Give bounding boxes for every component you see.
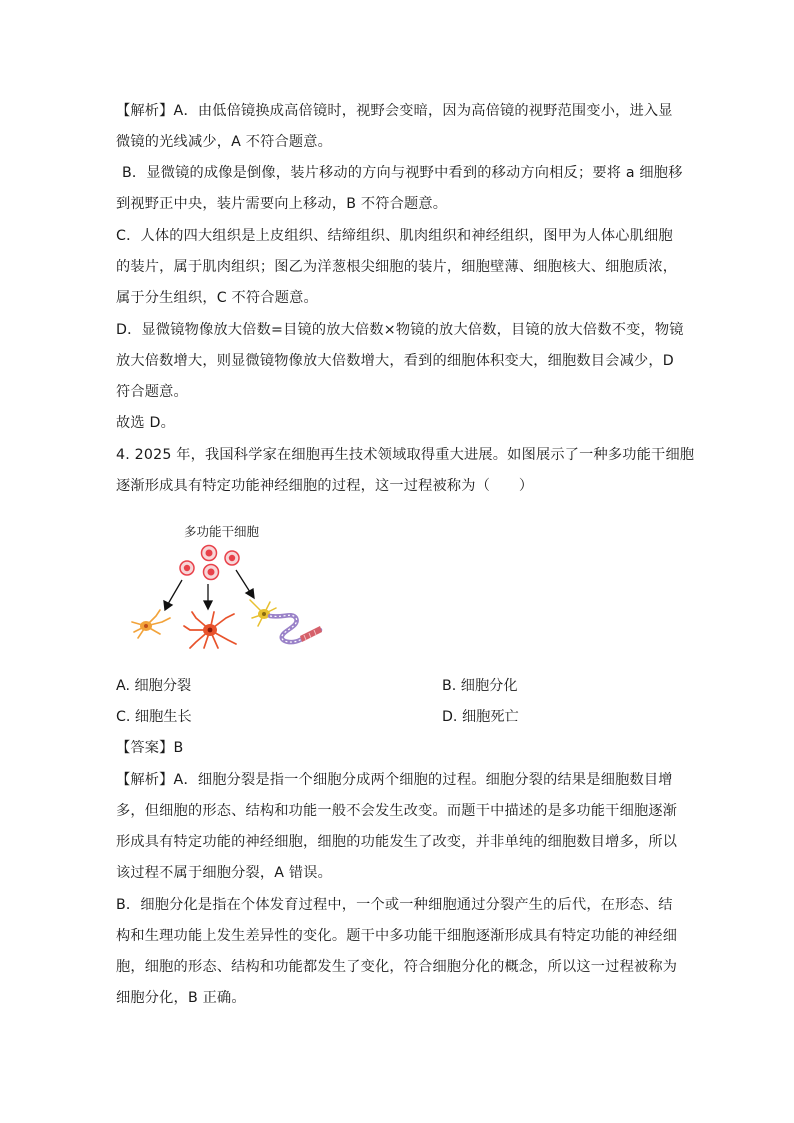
analysis-line: 形成具有特定功能的神经细胞，细胞的功能发生了改变，并非单纯的细胞数目增多，所以 xyxy=(116,834,678,850)
option-b: B. 细胞分化 xyxy=(442,678,518,694)
analysis-line: B．显微镜的成像是倒像，装片移动的方向与视野中看到的移动方向相反；要将 a 细胞移 xyxy=(122,165,683,181)
conclusion-line: 故选 D。 xyxy=(116,415,175,431)
analysis-line: D．显微镜物像放大倍数=目镜的放大倍数×物镜的放大倍数，目镜的放大倍数不变，物镜 xyxy=(116,322,684,338)
differentiation-diagram xyxy=(124,518,334,668)
neuron-red xyxy=(184,612,236,648)
analysis-line: 多，但细胞的形态、结构和功能一般不会发生改变。而题干中描述的是多功能干细胞逐渐 xyxy=(116,803,678,819)
neuron-orange xyxy=(132,610,170,638)
analysis-line: 到视野正中央，装片需要向上移动，B 不符合题意。 xyxy=(116,196,448,212)
question-stem: 4. 2025 年，我国科学家在细胞再生技术领域取得重大进展。如图展示了一种多功能干细胞 xyxy=(116,447,695,463)
analysis-line: 胞，细胞的形态、结构和功能都发生了变化，符合细胞分化的概念，所以这一过程被称为 xyxy=(116,959,678,975)
analysis-line: 的装片，属于肌肉组织；图乙为洋葱根尖细胞的装片，细胞壁薄、细胞核大、细胞质浓， xyxy=(116,259,678,275)
question-stem: 逐渐形成具有特定功能神经细胞的过程，这一过程被称为（ ） xyxy=(116,478,534,494)
analysis-line: 【解析】A．细胞分裂是指一个细胞分成两个细胞的过程。细胞分裂的结果是细胞数目增 xyxy=(116,772,673,788)
stem-cell-differentiation-figure xyxy=(124,518,334,668)
analysis-line: 微镜的光线减少，A 不符合题意。 xyxy=(116,134,333,150)
analysis-line: 该过程不属于细胞分裂，A 错误。 xyxy=(116,865,333,881)
analysis-line: 属于分生组织，C 不符合题意。 xyxy=(116,290,318,306)
answer-line: 【答案】B xyxy=(116,740,184,756)
analysis-line: 构和生理功能上发生差异性的变化。题干中多功能干细胞逐渐形成具有特定功能的神经细 xyxy=(116,928,678,944)
option-a: A. 细胞分裂 xyxy=(116,678,192,694)
figure-label: 多功能干细胞 xyxy=(184,524,260,539)
option-c: C. 细胞生长 xyxy=(116,709,192,725)
neuron-with-axon xyxy=(250,600,322,642)
analysis-line: 细胞分化，B 正确。 xyxy=(116,990,246,1006)
analysis-line: C．人体的四大组织是上皮组织、结缔组织、肌肉组织和神经组织，图甲为人体心肌细胞 xyxy=(116,228,673,244)
analysis-line: B．细胞分化是指在个体发育过程中，一个或一种细胞通过分裂产生的后代，在形态、结 xyxy=(116,897,673,913)
option-d: D. 细胞死亡 xyxy=(442,709,519,725)
analysis-line: 符合题意。 xyxy=(116,384,188,400)
analysis-line: 放大倍数增大，则显微镜物像放大倍数增大，看到的细胞体积变大，细胞数目会减少，D xyxy=(116,353,674,369)
stem-cell-cluster xyxy=(180,546,239,580)
analysis-line: 【解析】A．由低倍镜换成高倍镜时，视野会变暗，因为高倍镜的视野范围变小，进入显 xyxy=(116,103,673,119)
